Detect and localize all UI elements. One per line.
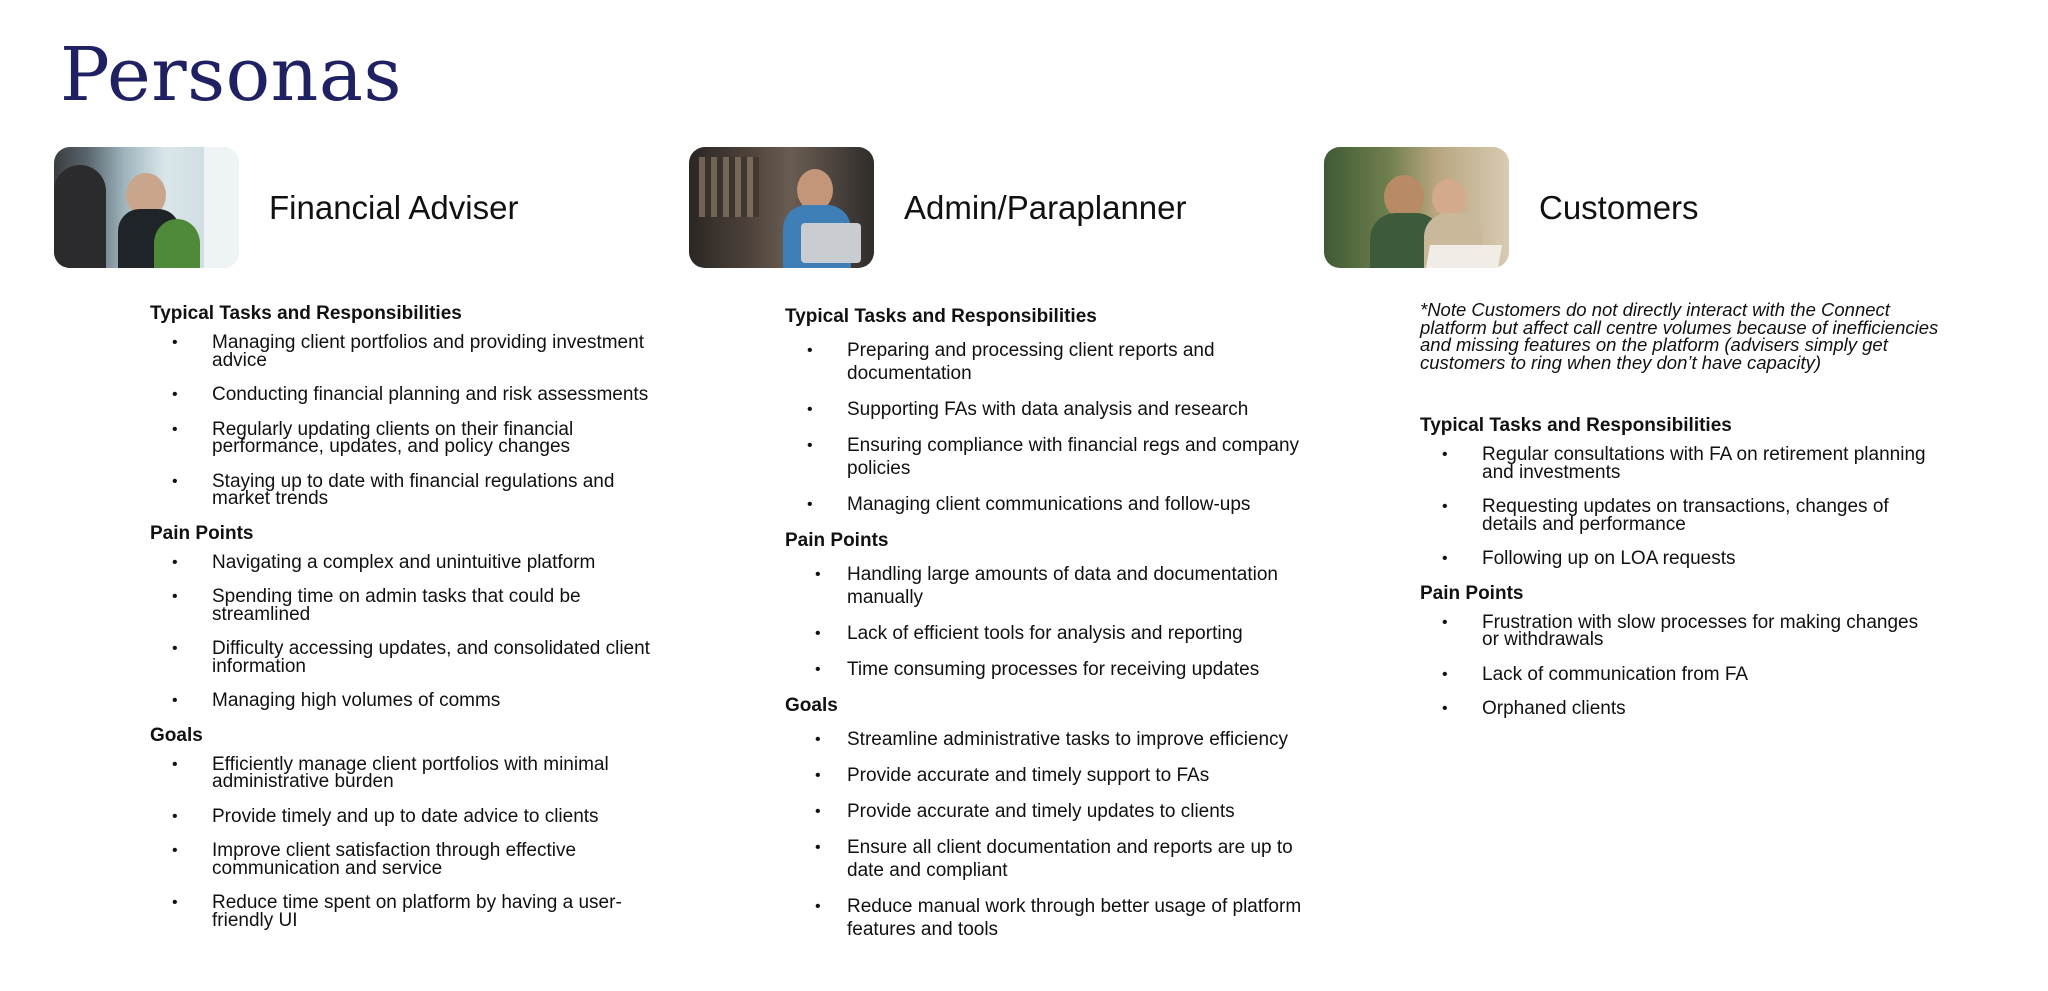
bullet-icon: • xyxy=(815,731,821,748)
list-item: • Supporting FAs with data analysis and research xyxy=(807,399,1249,420)
bullet-icon: • xyxy=(815,661,821,678)
list-item: • Improve client satisfaction through effective communication and service xyxy=(172,840,577,879)
bullet-icon: • xyxy=(815,839,821,856)
bullet-icon: • xyxy=(815,767,821,784)
tasks-list xyxy=(1420,442,1940,568)
list-item: • Ensure all client documentation and reports are up to date and compliant xyxy=(815,837,1293,881)
bullet-icon: • xyxy=(1442,665,1448,683)
list-item: • Preparing and processing client reports and documentation xyxy=(807,340,1215,384)
list-item: • Staying up to date with financial regulations and market trends xyxy=(172,470,615,509)
bullet-icon: • xyxy=(1442,550,1448,567)
list-item: • Lack of efficient tools for analysis and reporting xyxy=(815,623,1243,644)
bullet-icon: • xyxy=(172,640,178,657)
persona-details-customers xyxy=(1420,301,1940,731)
list-item: • Provide timely and up to date advice to clients xyxy=(172,805,599,827)
section-title-goals: Goals xyxy=(785,695,838,716)
list-item: • Managing client portfolios and providing investment advice xyxy=(172,332,644,371)
list-item: • Conducting financial planning and risk assessments xyxy=(172,384,649,405)
list-item: • Orphaned clients xyxy=(1442,698,1626,719)
section-title-goals: Goals xyxy=(150,724,203,746)
list-item: • Reduce time spent on platform by having a user-friendly UI xyxy=(172,892,622,931)
bullet-icon: • xyxy=(172,755,178,773)
list-item: • Provide accurate and timely support to FAs xyxy=(815,765,1210,786)
section-title-pain-points: Pain Points xyxy=(1420,582,1524,604)
section-title-pain-points: Pain Points xyxy=(150,522,254,544)
list-item: • Regular consultations with FA on retirement planning and investments xyxy=(1442,444,1926,483)
bullet-icon: • xyxy=(1442,498,1448,515)
persona-details-financial-adviser xyxy=(150,301,660,942)
list-item: • Frustration with slow processes for making changes or withdrawals xyxy=(1442,611,1919,650)
photo-customers xyxy=(1324,147,1509,268)
section-title-tasks: Typical Tasks and Responsibilities xyxy=(1420,415,1732,436)
bullet-icon: • xyxy=(172,894,178,911)
bullet-icon: • xyxy=(807,342,813,359)
bullet-icon: • xyxy=(172,420,178,438)
bullet-icon: • xyxy=(815,625,821,642)
list-item: • Navigating a complex and unintuitive platform xyxy=(172,551,596,573)
list-item: • Spending time on admin tasks that could be streamlined xyxy=(172,586,581,625)
bullet-icon: • xyxy=(807,437,813,454)
bullet-icon: • xyxy=(815,803,821,820)
bullet-icon: • xyxy=(172,842,178,859)
bullet-icon: • xyxy=(172,588,178,605)
bullet-icon: • xyxy=(172,386,178,403)
persona-name: Customers xyxy=(1539,188,1699,226)
bullet-icon: • xyxy=(172,692,178,709)
list-item: • Managing high volumes of comms xyxy=(172,690,501,711)
tasks-list xyxy=(785,339,1305,516)
list-item: • Regularly updating clients on their financial performance, updates, and policy changes xyxy=(172,418,574,457)
bullet-icon: • xyxy=(807,496,813,513)
list-item: • Handling large amounts of data and documentation manually xyxy=(815,564,1278,608)
pain-points-list xyxy=(785,563,1305,681)
bullet-icon: • xyxy=(172,553,178,571)
tasks-list xyxy=(150,330,660,508)
section-title-tasks: Typical Tasks and Responsibilities xyxy=(150,303,462,324)
list-item: • Streamline administrative tasks to improve efficiency xyxy=(815,729,1289,750)
photo-financial-adviser xyxy=(54,147,239,268)
bullet-icon: • xyxy=(815,898,821,915)
list-item: • Following up on LOA requests xyxy=(1442,548,1736,569)
persona-name: Admin/Paraplanner xyxy=(904,188,1187,226)
list-item: • Requesting updates on transactions, changes of details and performance xyxy=(1442,496,1889,535)
section-title-tasks: Typical Tasks and Responsibilities xyxy=(785,306,1097,327)
pain-points-list xyxy=(150,550,660,710)
section-title-pain-points: Pain Points xyxy=(785,530,889,551)
page-title: Personas xyxy=(60,32,402,118)
bullet-icon: • xyxy=(1442,613,1448,631)
bullet-icon: • xyxy=(172,334,178,351)
list-item: • Ensuring compliance with financial regs and company policies xyxy=(807,435,1300,479)
bullet-icon: • xyxy=(815,566,821,583)
persona-header-financial-adviser xyxy=(54,147,518,268)
bullet-icon: • xyxy=(1442,446,1448,463)
pain-points-list xyxy=(1420,610,1940,718)
list-item: • Efficiently manage client portfolios with minimal administrative burden xyxy=(172,753,609,792)
bullet-icon: • xyxy=(172,472,178,490)
customers-note: *Note Customers do not directly interact with the Connect platform but affect call centre volumes because of inefficiencies and missing features on the platform (advisers simply get customers to ring when they don’t have capacity) xyxy=(1420,299,1939,373)
persona-header-customers xyxy=(1324,147,1699,268)
list-item: • Difficulty accessing updates, and consolidated client information xyxy=(172,638,650,677)
persona-header-admin-paraplanner xyxy=(689,147,1187,268)
list-item: • Time consuming processes for receiving updates xyxy=(815,659,1260,680)
list-item: • Provide accurate and timely updates to clients xyxy=(815,801,1235,822)
goals-list xyxy=(150,752,660,930)
list-item: • Lack of communication from FA xyxy=(1442,663,1749,685)
list-item: • Managing client communications and follow-ups xyxy=(807,494,1251,515)
persona-details-admin-paraplanner xyxy=(785,305,1305,954)
bullet-icon: • xyxy=(1442,700,1448,717)
list-item: • Reduce manual work through better usage of platform features and tools xyxy=(815,896,1302,940)
goals-list xyxy=(785,728,1305,941)
persona-name: Financial Adviser xyxy=(269,188,519,226)
bullet-icon: • xyxy=(172,807,178,825)
bullet-icon: • xyxy=(807,401,813,418)
photo-admin-paraplanner xyxy=(689,147,874,268)
